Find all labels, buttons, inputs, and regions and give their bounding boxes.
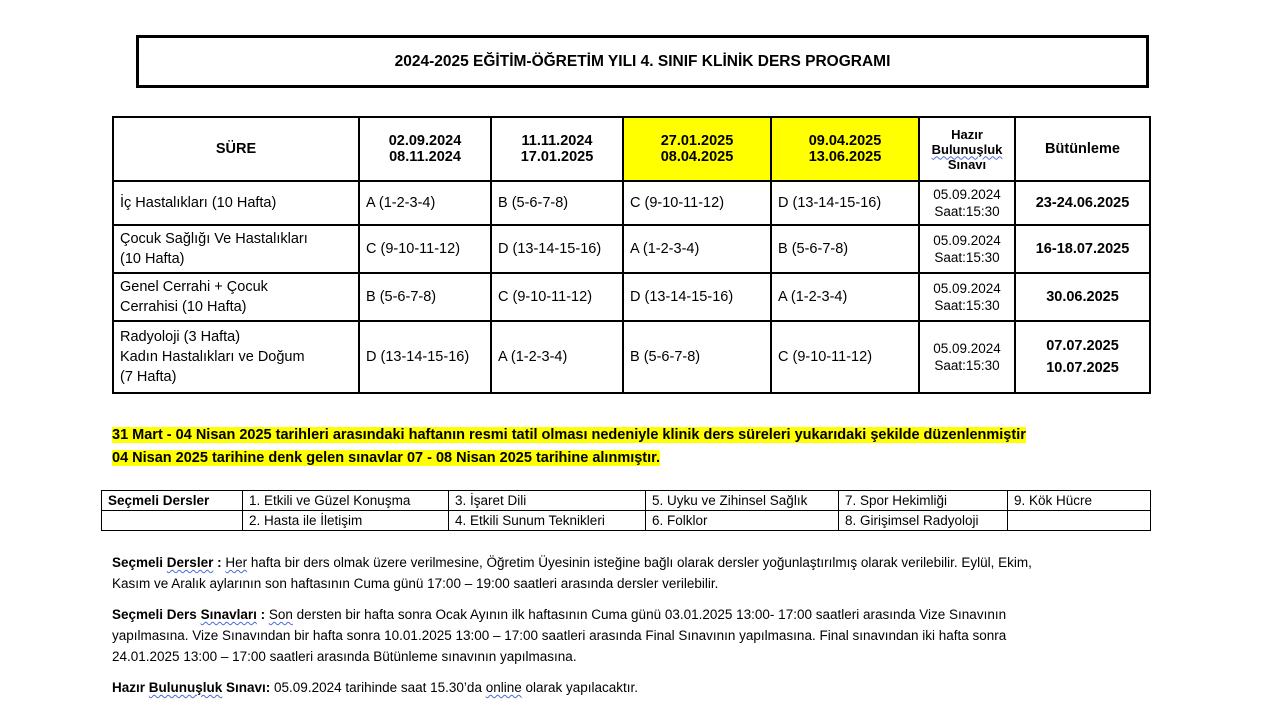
butunleme-date: 10.07.2025 [1046,360,1119,376]
butunleme-cell [1015,181,1150,225]
group-cell: B (5-6-7-8) [771,225,919,273]
group-cell: D (13-14-15-16) [771,181,919,225]
group-cell: C (9-10-11-12) [491,273,623,321]
elective-item: 6. Folklor [646,511,839,531]
butunleme-date: 30.06.2025 [1046,289,1119,305]
elective-item: 2. Hasta ile İletişim [243,511,449,531]
period-4-start: 09.04.2025 [808,133,882,149]
elective-item: 8. Girişimsel Radyoloji [839,511,1008,531]
hazir-cell [919,321,1015,393]
group-cell: D (13-14-15-16) [359,321,491,393]
elective-item: 3. İşaret Dili [449,491,646,511]
table-row [113,225,1150,273]
group-cell: D (13-14-15-16) [623,273,771,321]
period-2-end: 17.01.2025 [520,149,594,165]
period-3-start: 27.01.2025 [660,133,734,149]
hazir-line-3: Sınavı [947,156,987,172]
exams-paragraph [112,604,1152,667]
p2-line-1: dersten bir hafta sonra Ocak Ayının ilk haftasının Cuma günü 03.01.2025 13:00- 17:00 saatleri arasında Vize Sınavının [292,607,1007,622]
p3-text-b: olarak yapılacaktır. [521,680,639,695]
group-cell: B (5-6-7-8) [623,321,771,393]
hazir-line-1: Hazır [951,126,983,142]
group-cell: A (1-2-3-4) [623,225,771,273]
table-row [113,321,1150,393]
period-4-end: 13.06.2025 [808,149,882,165]
table-row [113,273,1150,321]
header-butunleme: Bütünleme [1015,117,1150,181]
course-line: İç Hastalıkları (10 Hafta) [120,195,277,211]
hazir-cell [919,225,1015,273]
p2-label [112,607,269,622]
hazir-time: Saat:15:30 [934,298,1000,313]
elective-item: 1. Etkili ve Güzel Konuşma [243,491,449,511]
group-cell: C (9-10-11-12) [771,321,919,393]
hazir-date: 05.09.2024 [933,341,1001,356]
elective-item: 9. Kök Hücre [1008,491,1151,511]
header-hazir-bulunusluk [919,117,1015,181]
course-line: (10 Hafta) [120,251,185,267]
elective-item: 7. Spor Hekimliği [839,491,1008,511]
p3-label-b: Bulunuşluk [148,680,223,695]
electives-table [101,490,1151,531]
period-1-start: 02.09.2024 [388,133,462,149]
period-3-end: 08.04.2025 [660,149,734,165]
document-title: 2024-2025 EĞİTİM-ÖĞRETİM YILI 4. SINIF KLİNİK DERS PROGRAMI [394,52,891,70]
elective-item [1008,511,1151,531]
course-line: Genel Cerrahi + Çocuk [120,279,268,295]
course-name [113,321,359,393]
group-cell: A (1-2-3-4) [771,273,919,321]
p3-text-a: 05.09.2024 tarihinde saat 15.30’da [270,680,486,695]
group-cell: C (9-10-11-12) [623,181,771,225]
hazir-cell [919,181,1015,225]
group-cell: B (5-6-7-8) [491,181,623,225]
electives-row [102,511,1151,531]
p2-label-c: : [256,607,269,622]
p1-label-c: : [213,555,226,570]
butunleme-date: 07.07.2025 [1046,338,1119,354]
butunleme-cell [1015,321,1150,393]
p1-label [112,555,225,570]
course-line: Cerrahisi (10 Hafta) [120,299,247,315]
period-1-end: 08.11.2024 [389,149,461,165]
header-sure: SÜRE [113,117,359,181]
hazir-date: 05.09.2024 [933,187,1001,202]
electives-row [102,491,1151,511]
notice-line-1: 31 Mart - 04 Nisan 2025 tarihleri arasındaki haftanın resmi tatil olması nedeniyle klinik ders süreleri yukarıdaki şekilde düzenlenmiştir [112,427,1026,443]
document-title-box [136,35,1149,88]
p2-line-2: yapılmasına. Vize Sınavından bir hafta sonra 10.01.2025 13:00 – 17:00 saatleri arasında Final Sınavının yapılmasına. Final sınavından iki hafta sonra [112,628,1007,643]
p1-label-b: Dersler [166,555,214,570]
header-period-4 [771,117,919,181]
group-cell: C (9-10-11-12) [359,225,491,273]
hazir-date: 05.09.2024 [933,233,1001,248]
p1-line-2: Kasım ve Aralık aylarının son haftasının Cuma günü 17:00 – 19:00 saatleri arasında dersler verilebilir. [112,576,719,591]
p2-first-word: Son [268,607,293,622]
electives-label: Seçmeli Dersler [102,491,243,511]
hazir-bulunusluk-paragraph [112,677,1152,698]
p3-online: online [485,680,522,695]
course-line: (7 Hafta) [120,369,177,385]
electives-paragraph [112,552,1152,594]
electives-label-empty [102,511,243,531]
header-period-1 [359,117,491,181]
p1-label-a: Seçmeli [112,555,167,570]
hazir-line-2: Bulunuşluk [931,141,1003,157]
butunleme-date: 16-18.07.2025 [1035,241,1130,257]
group-cell: A (1-2-3-4) [491,321,623,393]
butunleme-date: 23-24.06.2025 [1035,195,1130,211]
header-period-3 [623,117,771,181]
group-cell: B (5-6-7-8) [359,273,491,321]
p1-line-1: hafta bir ders olmak üzere verilmesine, Öğretim Üyesinin isteğine bağlı olarak dersler yoğunlaştırılmış olarak verilebilir. Eylül, Ekim, [247,555,1032,570]
hazir-time: Saat:15:30 [934,358,1000,373]
hazir-date: 05.09.2024 [933,281,1001,296]
period-2-start: 11.11.2024 [521,133,593,149]
group-cell: D (13-14-15-16) [491,225,623,273]
hazir-cell [919,273,1015,321]
p2-label-a: Seçmeli Ders [112,607,201,622]
group-cell: A (1-2-3-4) [359,181,491,225]
notice-line-2: 04 Nisan 2025 tarihine denk gelen sınavlar 07 - 08 Nisan 2025 tarihine alınmıştır. [112,450,661,466]
p3-label [112,680,270,695]
holiday-notice [112,424,1026,470]
p1-first-word: Her [225,555,248,570]
p3-label-a: Hazır [112,680,149,695]
schedule-header-row [113,117,1150,181]
course-name [113,225,359,273]
clinical-schedule-table [112,116,1151,394]
course-name [113,181,359,225]
butunleme-cell [1015,225,1150,273]
course-name [113,273,359,321]
table-row [113,181,1150,225]
hazir-time: Saat:15:30 [934,250,1000,265]
p2-label-b: Sınavları [200,607,257,622]
hazir-time: Saat:15:30 [934,204,1000,219]
elective-item: 4. Etkili Sunum Teknikleri [449,511,646,531]
course-line: Çocuk Sağlığı Ve Hastalıkları [120,231,308,247]
p2-line-3: 24.01.2025 13:00 – 17:00 saatleri arasında Bütünleme sınavının yapılmasına. [112,649,577,664]
p3-label-c: Sınavı: [222,680,271,695]
butunleme-cell [1015,273,1150,321]
elective-item: 5. Uyku ve Zihinsel Sağlık [646,491,839,511]
header-period-2 [491,117,623,181]
course-line: Radyoloji (3 Hafta) [120,329,241,345]
course-line: Kadın Hastalıkları ve Doğum [120,349,305,365]
